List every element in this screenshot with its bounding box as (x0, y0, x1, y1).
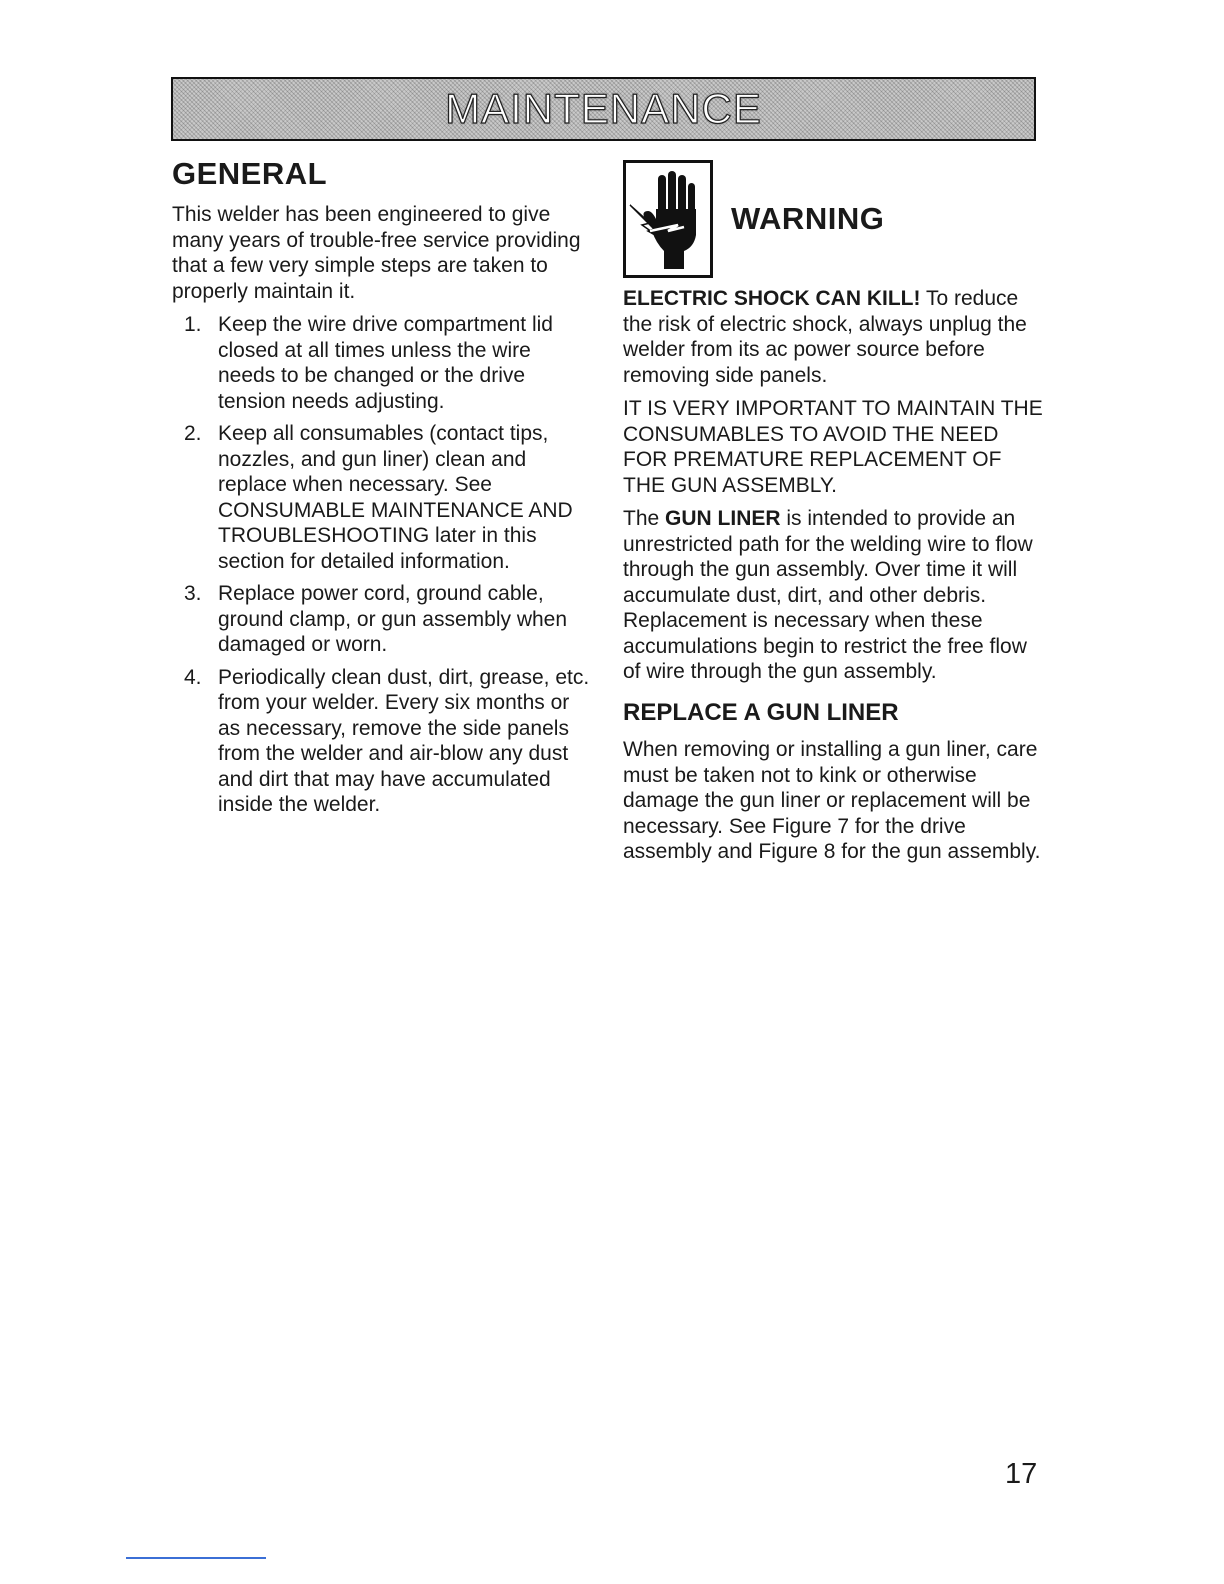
shock-warning (623, 286, 1043, 388)
electric-shock-hand-icon (623, 160, 713, 278)
gun-liner-description (623, 506, 1043, 685)
important-notice: IT IS VERY IMPORTANT TO MAINTAIN THE CONSUMABLES TO AVOID THE NEED FOR PREMATURE REPLACEMENT OF THE GUN ASSEMBLY. (623, 397, 1043, 497)
warning-title: WARNING (731, 201, 885, 236)
liner-post: is intended to provide an unrestricted path for the welding wire to flow through the gun assembly. Over time it will accumulate dust, dirt, and other debris. Replacement is necessary when these accumulations begin to restrict the free flow of wire through the gun assembly. (623, 507, 1033, 683)
step-text: Periodically clean dust, dirt, grease, etc. from your welder. Every six months or as necessary, remove the side panels from the welder and air-blow any dust and dirt that may have accumulated inside the welder. (218, 665, 590, 817)
step-text: Keep the wire drive compartment lid closed at all times unless the wire needs to be changed or the drive tension needs adjusting. (218, 313, 553, 413)
list-item (172, 312, 592, 414)
section-banner (171, 77, 1036, 141)
warning-column (623, 160, 1043, 873)
step-number: 3. (184, 582, 202, 606)
replace-liner-heading: REPLACE A GUN LINER (623, 698, 899, 726)
step-text: Keep all consumables (contact tips, nozzles, and gun liner) clean and replace when necessary. See CONSUMABLE MAINTENANCE AND TROUBLESHOOTING later in this section for detailed information. (218, 422, 573, 573)
maintenance-steps (172, 312, 592, 818)
step-text: Replace power cord, ground cable, ground clamp, or gun assembly when damaged or worn. (218, 582, 568, 657)
general-intro: This welder has been engineered to give many years of trouble-free service providing that a few very simple steps are taken to properly maintain it. (172, 203, 581, 303)
shock-text: To reduce the risk of electric shock, always unplug the welder from its ac power source before removing side panels. (623, 287, 1027, 387)
general-heading: GENERAL (172, 156, 328, 191)
general-column (172, 155, 592, 825)
liner-bold: GUN LINER (665, 507, 781, 530)
footer-rule (126, 1557, 266, 1559)
warning-header (623, 160, 1043, 278)
list-item (172, 421, 592, 574)
banner-title: MAINTENANCE (445, 85, 762, 132)
shock-lead: ELECTRIC SHOCK CAN KILL! (623, 287, 921, 310)
step-number: 2. (184, 422, 202, 446)
replace-liner-text: When removing or installing a gun liner, care must be taken not to kink or otherwise damage the gun liner or replacement will be necessary. See Figure 7 for the drive assembly and Figure 8 for the gun assembly. (623, 738, 1041, 864)
step-number: 4. (184, 665, 202, 689)
list-item (172, 665, 592, 818)
page-number: 17 (1005, 1458, 1038, 1490)
step-number: 1. (184, 313, 202, 337)
liner-pre: The (623, 507, 666, 530)
list-item (172, 581, 592, 658)
